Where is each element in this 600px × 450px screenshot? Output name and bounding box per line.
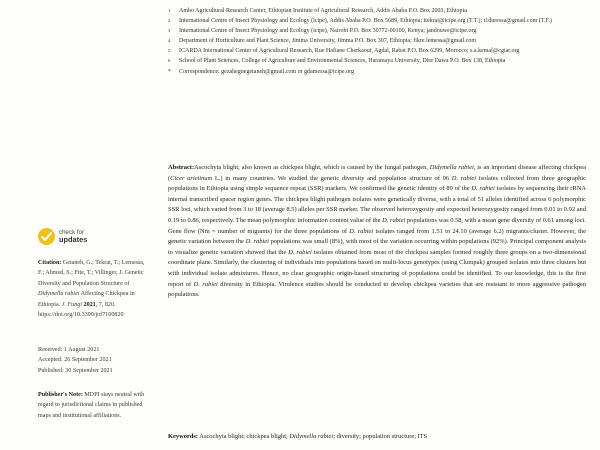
affiliation-text: Correspondence: gezahegnegetaneh@gmail.com or gdamessa@icipe.org (179, 68, 355, 75)
text-run: diversity in Ethiopia. Virulence studies should be conducted to develop chickpea varieties that are resistant to more aggressive pathogen populations. (168, 280, 587, 299)
species-name: D. rabiei (245, 238, 269, 246)
species-name: D. rabiei (288, 248, 312, 256)
affiliation-marker: 3 (168, 28, 171, 34)
affiliation-marker: * (168, 68, 171, 75)
affiliation-row (168, 7, 586, 17)
affiliation-row (168, 68, 586, 78)
citation-doi[interactable]: , 7, 820. https://doi.org/10.3390/jof7100820 (38, 301, 124, 319)
species-name: Didymella rabiei (429, 164, 474, 171)
keywords-label: Keywords: (168, 433, 199, 440)
affiliation-marker: 6 (168, 58, 171, 64)
publisher-note-text: MDPI stays neutral with regard to jurisdictional claims in published maps and institutional affiliations. (38, 392, 145, 419)
text-run: isolates by sequencing their rRNA internal transcribed spacer region genes. The chickpea blight pathogen isolates were genetically diverse, with a total of 51 alleles identified across 6 polymorphic SSR loci, which varied from 3 to 18 (average 8.5) alleles per SSR marker. The observed heterozygosity and expected heterozygosity ranged from 0.01 to 0.92 and 0.19 to 0.86, respectively. The mean polymorphic information content value of the (168, 185, 586, 225)
species-name: Cicer arietinum (170, 174, 213, 182)
affiliation-text: International Centre of Insect Physiology and Ecology (icipe), Addis Ababa P.O. Box 5689, Ethiopia; ttekrai@icipe.org (T.T.); t1duressa@gmail.com (T.F.) (179, 18, 552, 25)
text-run: ; diversity; population structure; ITS (333, 433, 428, 440)
affiliation-row (168, 47, 586, 57)
crossmark-line-2: updates (59, 234, 88, 244)
affiliation-row (168, 37, 586, 47)
keywords-text (198, 433, 427, 440)
text-run: L.) in many countries. We studied the genetic diversity and population structure of 96 (212, 174, 452, 182)
citation-authors: Getaneh, G.; Tekrai, T.; Lemessa, F.; Ahmed, S.; Fite, T.; Villinger, J. Genetic Diversity and Population Structure of (38, 260, 145, 287)
date-published: Published: 30 September 2021 (38, 367, 113, 374)
publisher-note-label: Publisher's Note: (38, 392, 83, 398)
text-run: populations was 0.58, with a mean gene diversity of 0.61 among loci. Gene flow (Nm = number of migrants) for the three populations of (168, 217, 587, 235)
species-name: D. rabiei (382, 217, 406, 225)
affiliation-text: Ambo Agricultural Research Center, Ethiopian Institute of Agricultural Research, Addis Ababa P.O. Box 2003, Ethiopia (179, 8, 467, 14)
text-run: Ascochyta blight, also known as chickpea blight, which is caused by the fungal pathogen, (194, 164, 430, 171)
species-name: D. rabiei (451, 174, 477, 182)
species-name: Didymella rabiei (289, 433, 334, 440)
affiliation-marker: 5 (168, 48, 171, 54)
abstract-section (168, 163, 586, 301)
text-run: populations was small (8%), with most of the variation occurring within populations (92%). Principal component analysis to visualize genetic variation showed that the (168, 238, 587, 256)
affiliation-text: School of Plant Sciences, College of Agriculture and Environmental Sciences, Haramaya University, Dire Dawa P.O. Box 138, Ethiopia (179, 58, 506, 65)
date-accepted: Accepted: 26 September 2021 (38, 357, 112, 364)
affiliation-marker: 4 (168, 38, 171, 44)
citation-title-rest: Affecting Chickpea in Ethiopia. (38, 291, 135, 308)
text-run: isolates obtained from most of the chickpea samples formed roughly three groups on a two-dimensional coordinate plane. Similarly, the clustering of individuals into populations based on multi-locus genotypes (using Clumpak) grouped isolates into three clusters but with individual isolate admixtures. Hence, no clear geographic origin-based structuring of populations could be identified. To our knowledge, this is the first report of (168, 248, 586, 288)
affiliation-row (168, 17, 586, 27)
text-run: Ascochyta blight; chickpea blight; (198, 433, 290, 440)
text-run: isolates collected from three geographic populations in Ethiopia using simple sequence repeat (SSR) markers. We confirmed the genetic identity of 89 of the (168, 174, 586, 193)
species-name: D. rabiei (471, 185, 495, 193)
affiliation-row (168, 27, 586, 37)
crossmark-label (59, 230, 87, 244)
abstract-label: Abstract: (168, 164, 195, 171)
affiliation-text: ICARDA International Center of Agricultural Research, Rue Hafiane Cherkaoui, Agdal, Rabat P.O. Box 6299, Morocco; s.a.kemal@cgiar.org (179, 48, 520, 55)
text-run: , is an important disease affecting chickpea ( (168, 164, 586, 182)
citation-block (38, 258, 151, 321)
keywords-section (168, 432, 586, 442)
crossmark-check-for-updates[interactable] (38, 228, 150, 245)
dates-block (38, 345, 151, 376)
main-column (168, 0, 586, 450)
affiliation-marker: 2 (168, 18, 171, 24)
citation-journal: J. Fungi (61, 301, 83, 308)
date-received: Received: 1 August 2021 (38, 347, 100, 353)
affiliation-marker: 1 (168, 8, 171, 13)
check-circle-icon (38, 228, 55, 245)
affiliation-row (168, 57, 586, 67)
affiliation-text: International Centre of Insect Physiology and Ecology (icipe), Nairobi P.O. Box 30772-00100, Kenya; jandouwe@icipe.org (179, 28, 477, 35)
publisher-note-block (38, 390, 151, 421)
citation-year: 2021 (82, 301, 96, 308)
affiliations-list (168, 7, 586, 78)
citation-label: Citation: (38, 260, 62, 266)
abstract-text (168, 164, 586, 298)
crossmark-line-1: check for (59, 228, 85, 236)
text-run: isolates ranged from 1.51 to 24.10 (average 6.2) migrants/cluster. However, the genetic variation between the (168, 227, 587, 246)
species-name: D. rabiei (349, 227, 374, 235)
sidebar (0, 0, 160, 450)
citation-species: Didymella rabiei (38, 291, 80, 298)
affiliation-text: Department of Horticulture and Plant Science, Jimma University, Jimma P.O. Box 307, Ethiopia; fikre.lemessa@gmail.com (179, 38, 477, 45)
species-name: D. rabiei (193, 280, 218, 288)
